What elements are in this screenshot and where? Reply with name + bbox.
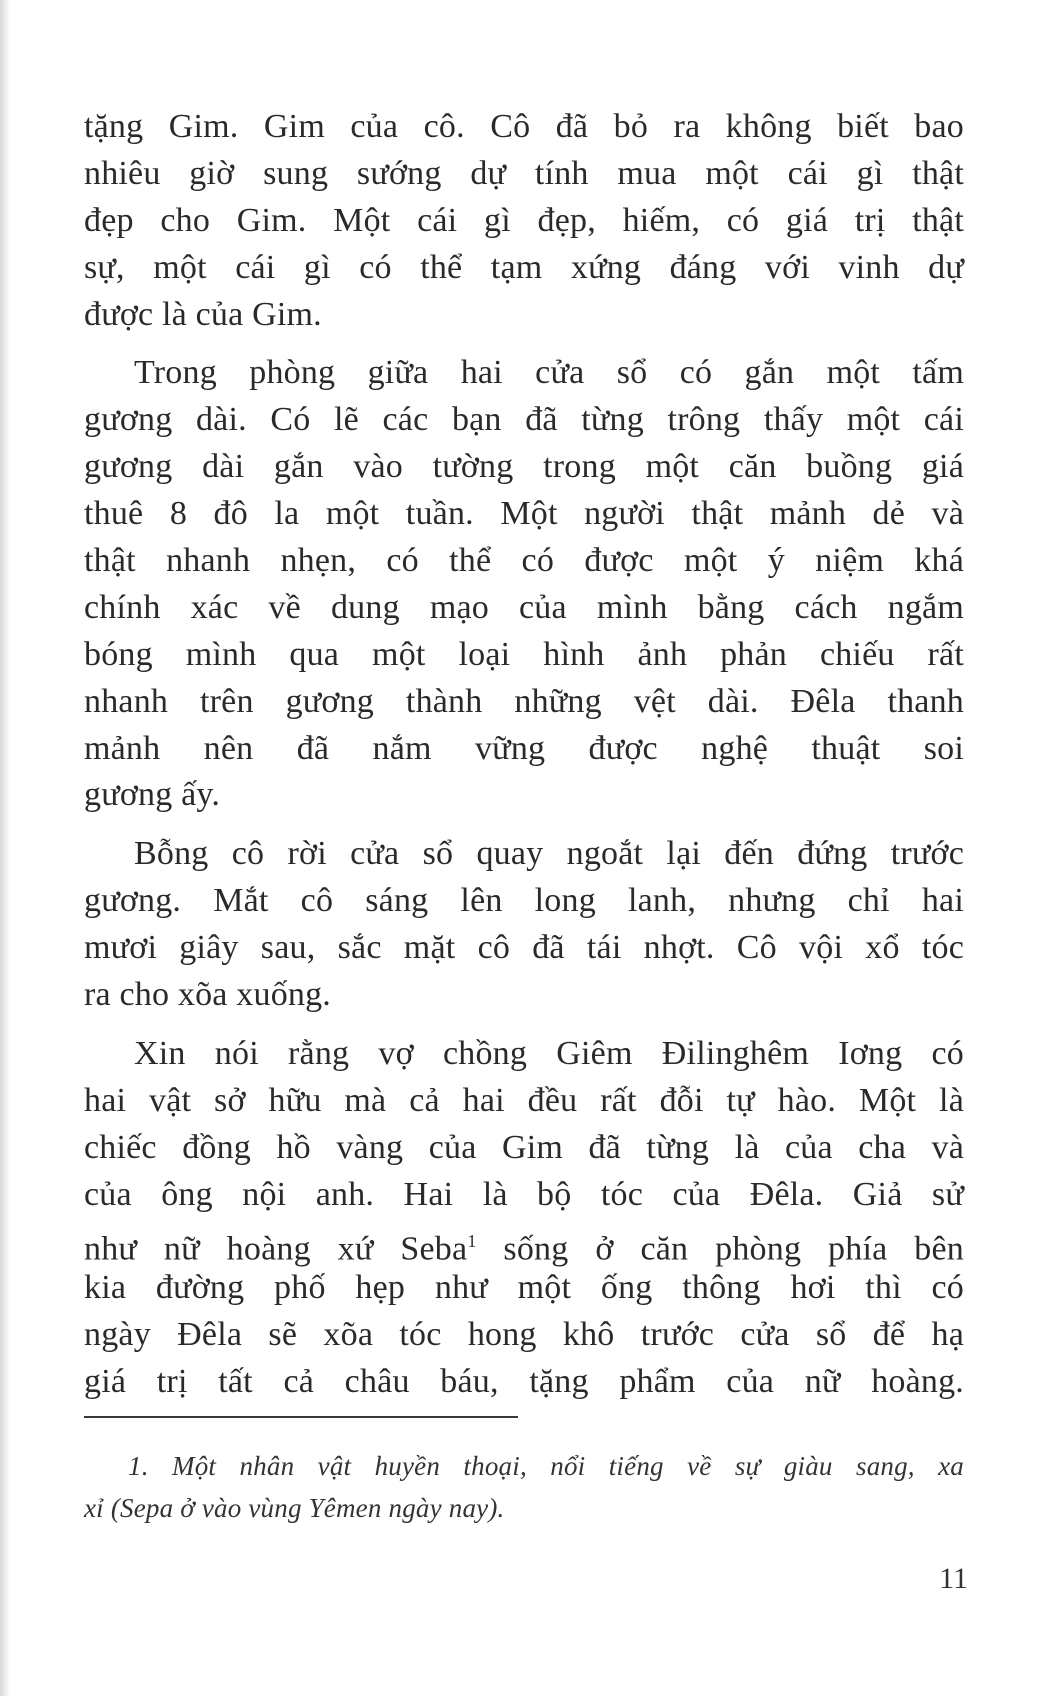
text-line: thuê 8 đô la một tuần. Một người thật mảnh dẻ và [84, 495, 964, 533]
page-number: 11 [939, 1562, 968, 1595]
text-line: hai vật sở hữu mà cả hai đều rất đỗi tự hào. Một là [84, 1081, 964, 1119]
text-line: gương dài. Có lẽ các bạn đã từng trông thấy một cái [84, 401, 964, 439]
text-line: tặng Gim. Gim của cô. Cô đã bỏ ra không biết bao [84, 108, 964, 145]
text-line: thật nhanh nhẹn, có thể có được một ý niệm khá [84, 542, 964, 580]
text-line: chính xác về dung mạo của mình bằng cách ngắm [84, 588, 964, 626]
paragraph-1 [84, 104, 964, 338]
text-line: Xin nói rằng vợ chồng Giêm Đilinghêm Iơng có [134, 1034, 964, 1072]
text-line: mươi giây sau, sắc mặt cô đã tái nhợt. Cô vội xổ tóc [84, 929, 964, 967]
text-segment: như nữ hoàng xứ Seba [84, 1230, 468, 1268]
footnote [84, 1445, 964, 1529]
paragraph-4 [84, 1031, 964, 1406]
page-edge-shadow [0, 0, 10, 1696]
text-line: ra cho xõa xuống. [84, 976, 331, 1014]
text-line: của ông nội anh. Hai là bộ tóc của Đêla. Giả sử [84, 1175, 964, 1213]
text-line-with-footnote [84, 1218, 964, 1268]
text-line: gương. Mắt cô sáng lên long lanh, nhưng chỉ hai [84, 882, 964, 920]
text-line: bóng mình qua một loại hình ảnh phản chiếu rất [84, 635, 964, 673]
text-line: ngày Đêla sẽ xõa tóc hong khô trước cửa sổ để hạ [84, 1316, 964, 1354]
footnote-marker[interactable]: 1 [467, 1231, 477, 1252]
text-line: nhiêu giờ sung sướng dự tính mua một cái gì thật [84, 154, 964, 192]
text-line: Trong phòng giữa hai cửa sổ có gắn một tấm [134, 354, 964, 392]
text-line: gương dài gắn vào tường trong một căn buồng giá [84, 448, 964, 486]
footnote-line: xỉ (Sepa ở vào vùng Yêmen ngày nay). [84, 1493, 505, 1523]
text-line: chiếc đồng hồ vàng của Gim đã từng là của cha và [84, 1128, 964, 1166]
text-line: được là của Gim. [84, 295, 322, 333]
text-line: đẹp cho Gim. Một cái gì đẹp, hiếm, có giá trị thật [84, 201, 964, 239]
text-line: Bỗng cô rời cửa sổ quay ngoắt lại đến đứng trước [134, 835, 964, 873]
text-line: gương ấy. [84, 776, 221, 814]
text-line: giá trị tất cả châu báu, tặng phẩm của nữ hoàng. [84, 1363, 964, 1401]
text-line: sự, một cái gì có thể tạm xứng đáng với vinh dự [84, 248, 964, 286]
body-text [84, 104, 964, 1406]
text-line: mảnh nên đã nắm vững được nghệ thuật soi [84, 729, 964, 767]
text-line: kia đường phố hẹp như một ống thông hơi thì có [84, 1269, 964, 1307]
footnote-line: 1. Một nhân vật huyền thoại, nổi tiếng về sự giàu sang, xa [128, 1451, 964, 1481]
paragraph-2 [84, 350, 964, 819]
paragraph-3 [84, 831, 964, 1019]
text-segment: sống ở căn phòng phía bên [476, 1230, 964, 1268]
text-line: nhanh trên gương thành những vệt dài. Đêla thanh [84, 682, 964, 720]
footnote-divider [84, 1416, 518, 1418]
